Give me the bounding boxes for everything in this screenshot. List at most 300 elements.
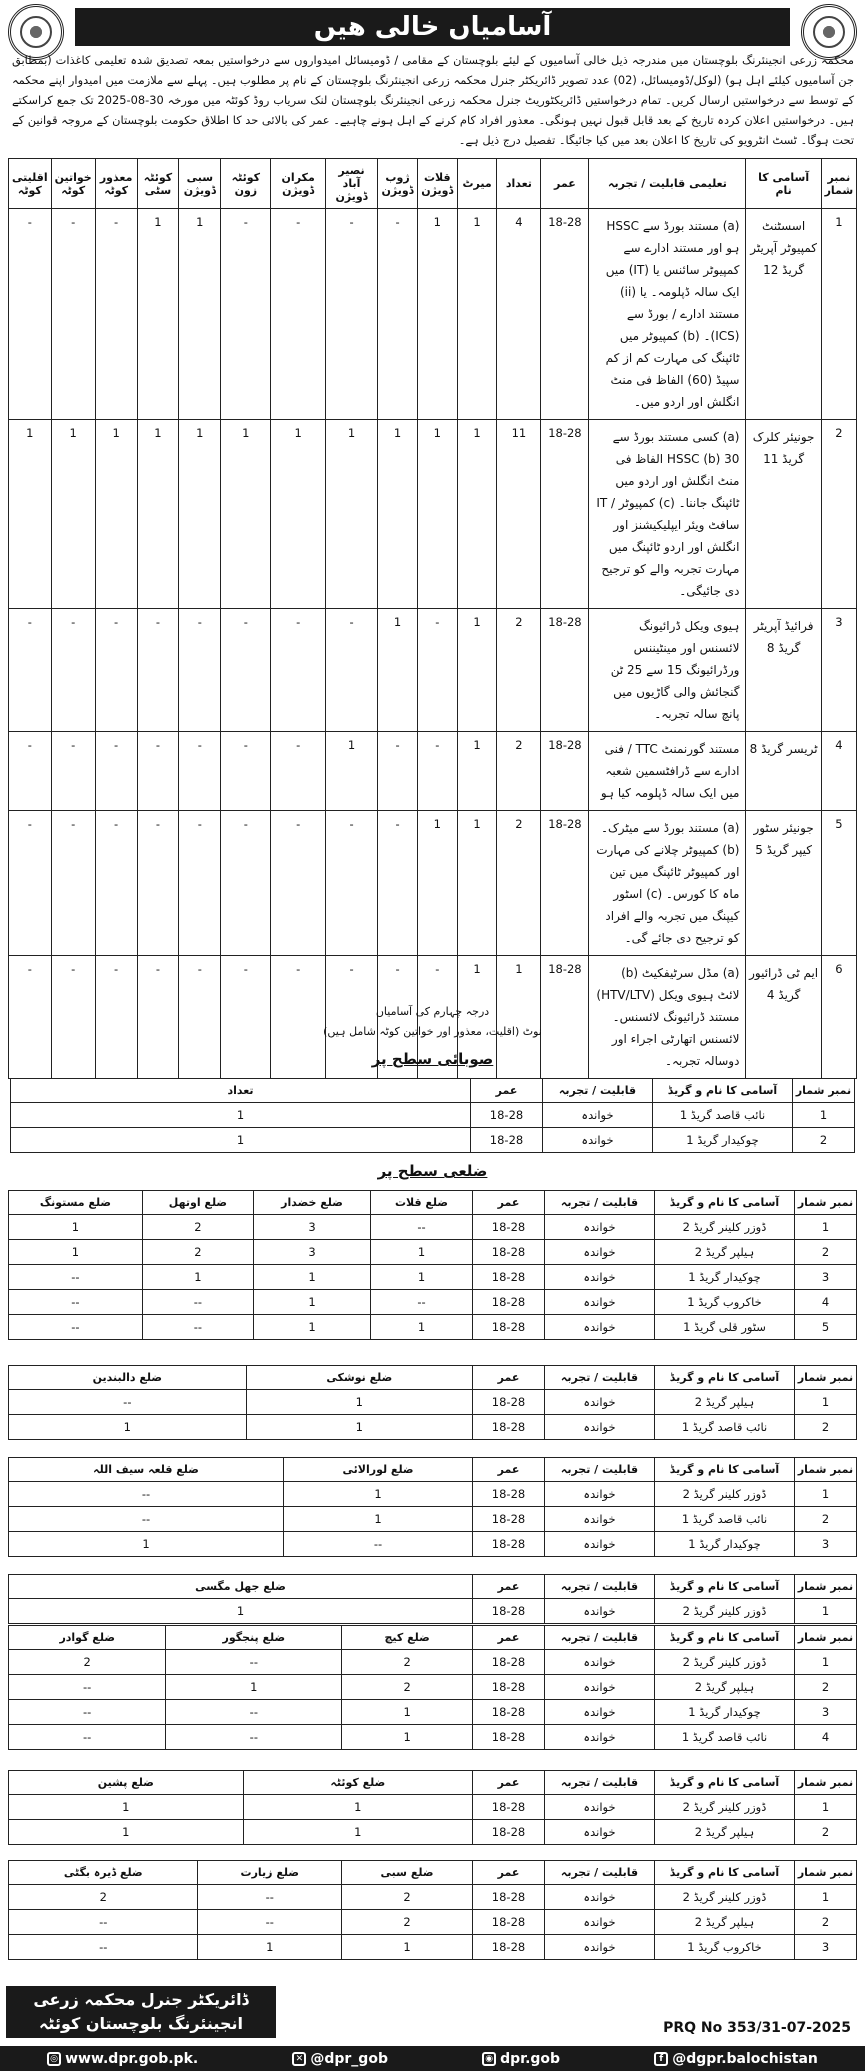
table-cell: خواندہ bbox=[545, 1910, 655, 1935]
table-cell: 18-28 bbox=[541, 956, 589, 1079]
table-cell: 1 bbox=[142, 1265, 253, 1290]
table-cell: 2 bbox=[795, 1820, 857, 1845]
district-table-5 bbox=[8, 1625, 857, 1750]
table-cell: 1 bbox=[9, 1240, 143, 1265]
table-cell: 18-28 bbox=[473, 1482, 545, 1507]
table-cell: خواندہ bbox=[545, 1935, 655, 1960]
table-cell: - bbox=[417, 956, 457, 1079]
table-cell: 18-28 bbox=[473, 1240, 545, 1265]
table-cell: نائب قاصد گریڈ 1 bbox=[655, 1507, 795, 1532]
table-cell: 1 bbox=[417, 209, 457, 420]
column-header: آسامی کا نام و گریڈ bbox=[655, 1771, 795, 1795]
table-row bbox=[9, 1885, 857, 1910]
column-header: کوئٹہ سٹی bbox=[137, 159, 179, 209]
table-cell: 4 bbox=[795, 1290, 857, 1315]
table-cell: -- bbox=[284, 1532, 473, 1557]
district-table-7 bbox=[8, 1860, 857, 1960]
column-header: نصیر آباد ڈویژن bbox=[325, 159, 377, 209]
column-header: آسامی کا نام و گریڈ bbox=[653, 1079, 793, 1103]
column-header: نمبر شمار bbox=[795, 1861, 857, 1885]
column-header: آسامی کا نام و گریڈ bbox=[655, 1861, 795, 1885]
table-cell: -- bbox=[9, 1700, 166, 1725]
column-header: قابلیت / تجربہ bbox=[545, 1458, 655, 1482]
table-cell: چوکیدار گریڈ 1 bbox=[653, 1128, 793, 1153]
table-cell: 1 bbox=[795, 1215, 857, 1240]
table-cell: ڈوزر کلینر گریڈ 2 bbox=[655, 1885, 795, 1910]
column-header: نمبر شمار bbox=[795, 1771, 857, 1795]
table-row bbox=[9, 1795, 857, 1820]
table-cell: - bbox=[95, 811, 137, 956]
table-row bbox=[9, 1700, 857, 1725]
header-row bbox=[9, 1191, 857, 1215]
table-cell: چوکیدار گریڈ 1 bbox=[655, 1532, 795, 1557]
social-handle: dpr.gob bbox=[500, 2050, 561, 2067]
district-table-3 bbox=[8, 1457, 857, 1557]
social-link[interactable] bbox=[292, 2051, 388, 2067]
twitter-icon: ✕ bbox=[292, 2052, 306, 2066]
table-cell: - bbox=[325, 209, 377, 420]
table-cell: خاکروب گریڈ 1 bbox=[655, 1290, 795, 1315]
table-cell: 18-28 bbox=[541, 811, 589, 956]
table-cell: 18-28 bbox=[473, 1650, 545, 1675]
table-cell: خواندہ bbox=[545, 1415, 655, 1440]
table-cell: 1 bbox=[793, 1103, 855, 1128]
table-cell: 2 bbox=[9, 1650, 166, 1675]
table-cell: 2 bbox=[342, 1675, 473, 1700]
issuing-office bbox=[6, 1986, 276, 2038]
table-cell: 1 bbox=[11, 1128, 471, 1153]
table-cell: خواندہ bbox=[545, 1215, 655, 1240]
column-header: خواتین کوٹہ bbox=[51, 159, 95, 209]
table-row bbox=[9, 1820, 857, 1845]
table-cell: ڈوزر کلینر گریڈ 2 bbox=[655, 1795, 795, 1820]
column-header: آسامی کا نام و گریڈ bbox=[655, 1191, 795, 1215]
column-header: ضلع خضدار bbox=[253, 1191, 370, 1215]
column-header: قابلیت / تجربہ bbox=[545, 1191, 655, 1215]
table-cell: - bbox=[271, 609, 325, 732]
table-cell: 1 bbox=[243, 1795, 472, 1820]
table-cell: 18-28 bbox=[473, 1315, 545, 1340]
table-cell: -- bbox=[9, 1935, 198, 1960]
district-heading: ضلعی سطح پر bbox=[377, 1162, 488, 1180]
column-header: عمر bbox=[473, 1366, 545, 1390]
column-header: ضلع پشین bbox=[9, 1771, 244, 1795]
table-cell: خواندہ bbox=[545, 1507, 655, 1532]
table-cell: 1 bbox=[371, 1265, 473, 1290]
column-header: ضلع پنجگور bbox=[166, 1626, 342, 1650]
page-title: آسامیاں خالی ھیں bbox=[75, 8, 790, 46]
table-cell: 1 bbox=[795, 1390, 857, 1415]
table-cell: - bbox=[179, 732, 221, 811]
table-cell: خواندہ bbox=[545, 1885, 655, 1910]
table-cell: 11 bbox=[497, 420, 541, 609]
table-cell: 1 bbox=[95, 420, 137, 609]
column-header: ضلع مستونگ bbox=[9, 1191, 143, 1215]
table-cell: 1 bbox=[378, 420, 418, 609]
table-row bbox=[9, 1675, 857, 1700]
table-cell: - bbox=[271, 811, 325, 956]
table-cell: خواندہ bbox=[545, 1675, 655, 1700]
table-cell: - bbox=[179, 609, 221, 732]
table-cell: - bbox=[325, 956, 377, 1079]
table-row bbox=[9, 1240, 857, 1265]
table-cell: ڈوزر کلینر گریڈ 2 bbox=[655, 1599, 795, 1624]
table-cell: 18-28 bbox=[541, 209, 589, 420]
column-header: کوئٹہ زون bbox=[221, 159, 271, 209]
table-cell: - bbox=[325, 811, 377, 956]
header-row bbox=[9, 1458, 857, 1482]
table-cell: چوکیدار گریڈ 1 bbox=[655, 1265, 795, 1290]
social-link[interactable] bbox=[654, 2051, 818, 2067]
header-row bbox=[9, 1366, 857, 1390]
column-header: آسامی کا نام و گریڈ bbox=[655, 1626, 795, 1650]
table-cell: 2 bbox=[497, 609, 541, 732]
table-cell: 1 bbox=[198, 1935, 342, 1960]
table-cell: 1 bbox=[243, 1820, 472, 1845]
social-link[interactable] bbox=[47, 2051, 198, 2067]
table-cell: - bbox=[417, 609, 457, 732]
table-cell: 3 bbox=[821, 609, 856, 732]
column-header: ضلع گوادر bbox=[9, 1626, 166, 1650]
table-cell: 18-28 bbox=[473, 1795, 545, 1820]
table-cell: - bbox=[221, 209, 271, 420]
table-cell: 18-28 bbox=[473, 1215, 545, 1240]
table-cell: - bbox=[221, 956, 271, 1079]
table-cell: 18-28 bbox=[473, 1390, 545, 1415]
table-cell: 18-28 bbox=[473, 1910, 545, 1935]
table-cell: 1 bbox=[9, 1795, 244, 1820]
table-cell: 1 bbox=[253, 1265, 370, 1290]
table-cell: جونیئر سٹور کیپر گریڈ 5 bbox=[746, 811, 821, 956]
table-cell: 2 bbox=[342, 1650, 473, 1675]
table-row bbox=[9, 1482, 857, 1507]
table-cell: 1 bbox=[371, 1315, 473, 1340]
table-row bbox=[9, 1507, 857, 1532]
table-cell: 1 bbox=[9, 1415, 247, 1440]
table-cell: 18-28 bbox=[541, 732, 589, 811]
table-cell: 1 bbox=[457, 209, 497, 420]
table-cell: 1 bbox=[9, 1532, 284, 1557]
table-cell: خواندہ bbox=[545, 1820, 655, 1845]
table-cell: خواندہ bbox=[545, 1482, 655, 1507]
table-cell: 1 bbox=[342, 1935, 473, 1960]
table-row bbox=[11, 1103, 855, 1128]
table-cell: 3 bbox=[795, 1935, 857, 1960]
table-cell: 18-28 bbox=[473, 1675, 545, 1700]
table-cell: 3 bbox=[253, 1240, 370, 1265]
table-cell: 4 bbox=[821, 732, 856, 811]
column-header: قلات ڈویژن bbox=[417, 159, 457, 209]
table-cell: 2 bbox=[795, 1507, 857, 1532]
table-cell: 18-28 bbox=[473, 1507, 545, 1532]
table-cell: ٹریسر گریڈ 8 bbox=[746, 732, 821, 811]
header-row bbox=[9, 159, 857, 209]
table-cell: -- bbox=[142, 1315, 253, 1340]
table-cell: - bbox=[137, 956, 179, 1079]
column-header: ضلع ڈیرہ بگٹی bbox=[9, 1861, 198, 1885]
table-cell: 1 bbox=[457, 420, 497, 609]
table-cell: 2 bbox=[821, 420, 856, 609]
table-row bbox=[9, 1599, 857, 1624]
column-header: تعلیمی قابلیت / تجربہ bbox=[589, 159, 746, 209]
table-cell: 2 bbox=[795, 1910, 857, 1935]
column-header: ضلع نوشکی bbox=[246, 1366, 472, 1390]
table-cell: 18-28 bbox=[473, 1599, 545, 1624]
intro-paragraph: محکمہ زرعی انجینئرنگ بلوچستان میں مندرجہ ذیل خالی آسامیوں کے لیئے بلوچستان کے مقامی / ڈومیسائل امیدواروں سے درخواستیں بمعہ تصدیق شدہ تعلیمی کاغذات (بمطابق جن آسامیوں کیلئے اہل ہو) (لوکل/ڈومیسائل، (02) عدد تصویر ڈائریکٹر جنرل محکمہ زرعی انجینئرنگ بلوچستان کے نام پر مطلوب ہیں۔ پہلے سے ملازمت میں امیدوار اپنے محکمہ کے توسط سے درخواستیں ارسال کریں۔ تمام درخواستیں ڈائریکٹوریٹ جنرل محکمہ زرعی انجینئرنگ بلوچستان لنک سریاب روڈ کوئٹہ میں مورخہ 30-08-2025 تک جمع کراسکتے ہیں۔ درخواستیں اعلان کردہ تاریخ کے بعد قابل قبول نہیں ہونگی۔ معذور افراد کام کرنے کے اہل ہونے چاہیے۔ عمر کی بالائی حد کا اطلاق حکومت بلوچستان کے مروجہ قوانین کے تحت ہوگا۔ ٹسٹ انٹرویو کی تاریخ کا اعلان بعد میں کیا جائیگا۔ تفصیل درج ذیل ہے۔ bbox=[12, 53, 854, 147]
table-cell: 18-28 bbox=[473, 1290, 545, 1315]
table-cell: 1 bbox=[795, 1482, 857, 1507]
table-cell: 3 bbox=[795, 1700, 857, 1725]
column-header: ژوب ڈویژن bbox=[378, 159, 418, 209]
table-cell: - bbox=[95, 956, 137, 1079]
table-cell: خواندہ bbox=[545, 1532, 655, 1557]
table-cell: ہیلپر گریڈ 2 bbox=[655, 1240, 795, 1265]
social-bar bbox=[0, 2046, 865, 2071]
table-cell: ہیلپر گریڈ 2 bbox=[655, 1390, 795, 1415]
table-cell: خواندہ bbox=[545, 1599, 655, 1624]
table-cell: - bbox=[9, 609, 52, 732]
table-cell: 2 bbox=[142, 1240, 253, 1265]
column-header: تعداد bbox=[11, 1079, 471, 1103]
column-header: ضلع دالبندین bbox=[9, 1366, 247, 1390]
table-row bbox=[9, 1910, 857, 1935]
table-cell: 1 bbox=[137, 209, 179, 420]
table-cell: 1 bbox=[11, 1103, 471, 1128]
table-cell: - bbox=[221, 609, 271, 732]
column-header: نمبر شمار bbox=[795, 1626, 857, 1650]
note-text: نوٹ (اقلیت، معذور اور خواتین کوٹہ شامل ہیں) bbox=[323, 1025, 542, 1038]
table-cell: -- bbox=[198, 1885, 342, 1910]
table-cell: - bbox=[51, 811, 95, 956]
table-cell: 2 bbox=[497, 732, 541, 811]
table-cell: خواندہ bbox=[545, 1290, 655, 1315]
column-header: آسامی کا نام و گریڈ bbox=[655, 1366, 795, 1390]
table-cell: نائب قاصد گریڈ 1 bbox=[655, 1725, 795, 1750]
table-cell: ہیلپر گریڈ 2 bbox=[655, 1675, 795, 1700]
table-cell: ڈوزر کلینر گریڈ 2 bbox=[655, 1215, 795, 1240]
table-row bbox=[9, 1390, 857, 1415]
table-cell: 1 bbox=[179, 209, 221, 420]
table-cell: 1 bbox=[457, 811, 497, 956]
table-cell: خواندہ bbox=[545, 1265, 655, 1290]
table-cell: ڈوزر کلینر گریڈ 2 bbox=[655, 1482, 795, 1507]
table-cell: -- bbox=[9, 1390, 247, 1415]
table-row bbox=[9, 1315, 857, 1340]
table-cell: 2 bbox=[497, 811, 541, 956]
table-cell: - bbox=[95, 732, 137, 811]
column-header: عمر bbox=[473, 1458, 545, 1482]
table-cell: - bbox=[95, 209, 137, 420]
table-cell: (a) مستند بورڈ سے میٹرک۔ (b) کمپیوٹر چلانے کی مہارت اور کمپیوٹر ٹائپنگ میں تین ماہ کا کورس۔ (c) اسٹور کیپنگ میں تجربہ والے افراد کو ترجیح دی جائے گی۔ bbox=[589, 811, 746, 956]
table-cell: 18-28 bbox=[473, 1820, 545, 1845]
table-cell: خواندہ bbox=[543, 1128, 653, 1153]
table-cell: 1 bbox=[246, 1390, 472, 1415]
table-cell: 1 bbox=[246, 1415, 472, 1440]
column-header: ضلع قلعہ سیف اللہ bbox=[9, 1458, 284, 1482]
table-cell: 1 bbox=[821, 209, 856, 420]
table-row bbox=[11, 1128, 855, 1153]
table-cell: 1 bbox=[457, 609, 497, 732]
column-header: قابلیت / تجربہ bbox=[545, 1366, 655, 1390]
table-cell: 2 bbox=[142, 1215, 253, 1240]
table-cell: 18-28 bbox=[473, 1532, 545, 1557]
district-table-2 bbox=[8, 1365, 857, 1440]
header-row bbox=[9, 1626, 857, 1650]
table-cell: 1 bbox=[179, 420, 221, 609]
table-cell: 1 bbox=[9, 1215, 143, 1240]
column-header: نمبر شمار bbox=[795, 1366, 857, 1390]
column-header: میرٹ bbox=[457, 159, 497, 209]
table-cell: 1 bbox=[342, 1700, 473, 1725]
table-cell: 1 bbox=[137, 420, 179, 609]
column-header: نمبر شمار bbox=[795, 1575, 857, 1599]
table-cell: -- bbox=[198, 1910, 342, 1935]
table-cell: - bbox=[137, 811, 179, 956]
table-cell: -- bbox=[371, 1290, 473, 1315]
table-cell: - bbox=[378, 732, 418, 811]
table-cell: 1 bbox=[9, 420, 52, 609]
table-cell: 1 bbox=[417, 420, 457, 609]
table-cell: - bbox=[137, 609, 179, 732]
column-header: ضلع قلات bbox=[371, 1191, 473, 1215]
table-cell: - bbox=[378, 811, 418, 956]
table-cell: خواندہ bbox=[545, 1725, 655, 1750]
table-cell: - bbox=[378, 209, 418, 420]
table-cell: 1 bbox=[795, 1599, 857, 1624]
column-header: نمبر شمار bbox=[793, 1079, 855, 1103]
table-cell: 2 bbox=[342, 1885, 473, 1910]
table-cell: (a) مڈل سرٹیفکیٹ (b) لائٹ ہیوی ویکل (HTV/LTV) مستند ڈرائیونگ لائسنس۔ لائسنس اتھارٹی اجراء اور دوسالہ تجربہ۔ bbox=[589, 956, 746, 1079]
prq-number: PRQ No 353/31-07-2025 bbox=[663, 2020, 851, 2036]
table-cell: خاکروب گریڈ 1 bbox=[655, 1935, 795, 1960]
column-header: ضلع سبی bbox=[342, 1861, 473, 1885]
table-cell: - bbox=[271, 956, 325, 1079]
column-header: سبی ڈویژن bbox=[179, 159, 221, 209]
social-link[interactable] bbox=[482, 2051, 560, 2067]
table-cell: -- bbox=[166, 1700, 342, 1725]
table-cell: -- bbox=[9, 1482, 284, 1507]
office-line-1: ڈائریکٹر جنرل محکمہ زرعی bbox=[33, 1990, 249, 2009]
column-header: تعداد bbox=[497, 159, 541, 209]
table-row bbox=[9, 1215, 857, 1240]
table-row bbox=[9, 609, 857, 732]
table-cell: ہیلپر گریڈ 2 bbox=[655, 1910, 795, 1935]
table-cell: -- bbox=[9, 1290, 143, 1315]
table-cell: 5 bbox=[821, 811, 856, 956]
table-cell: 1 bbox=[9, 1820, 244, 1845]
column-header: مکران ڈویژن bbox=[271, 159, 325, 209]
district-table-6 bbox=[8, 1770, 857, 1845]
table-cell: 1 bbox=[166, 1675, 342, 1700]
table-cell: 3 bbox=[795, 1265, 857, 1290]
table-cell: -- bbox=[142, 1290, 253, 1315]
table-cell: ہیلپر گریڈ 2 bbox=[655, 1820, 795, 1845]
table-cell: 5 bbox=[795, 1315, 857, 1340]
district-table-4 bbox=[8, 1574, 857, 1624]
column-header: ضلع جھل مگسی bbox=[9, 1575, 473, 1599]
column-header: عمر bbox=[473, 1191, 545, 1215]
table-row bbox=[9, 209, 857, 420]
table-cell: 1 bbox=[253, 1290, 370, 1315]
table-cell: 1 bbox=[795, 1885, 857, 1910]
column-header: نمبر شمار bbox=[821, 159, 856, 209]
column-header: عمر bbox=[473, 1626, 545, 1650]
table-cell: - bbox=[51, 609, 95, 732]
column-header: عمر bbox=[471, 1079, 543, 1103]
table-row bbox=[9, 1650, 857, 1675]
table-cell: 2 bbox=[793, 1128, 855, 1153]
column-header: معذور کوٹہ bbox=[95, 159, 137, 209]
table-cell: 1 bbox=[342, 1725, 473, 1750]
column-header: نمبر شمار bbox=[795, 1191, 857, 1215]
table-cell: 18-28 bbox=[473, 1415, 545, 1440]
table-cell: 18-28 bbox=[473, 1885, 545, 1910]
table-cell: -- bbox=[371, 1215, 473, 1240]
table-cell: 1 bbox=[795, 1795, 857, 1820]
table-cell: ہیوی ویکل ڈرائیونگ لائسنس اور مینٹیننس ورڈرائیونگ 15 سے 25 ٹن گنجائش والی گاڑیوں میں پانچ سالہ تجربہ۔ bbox=[589, 609, 746, 732]
column-header: قابلیت / تجربہ bbox=[545, 1771, 655, 1795]
facebook-icon: f bbox=[654, 2052, 668, 2066]
column-header: آسامی کا نام و گریڈ bbox=[655, 1458, 795, 1482]
table-cell: -- bbox=[9, 1265, 143, 1290]
office-line-2: انجینئرنگ بلوچستان کوئٹہ bbox=[39, 2014, 243, 2033]
table-cell: - bbox=[137, 732, 179, 811]
table-cell: خواندہ bbox=[545, 1240, 655, 1265]
table-cell: 18-28 bbox=[473, 1725, 545, 1750]
table-row bbox=[9, 1290, 857, 1315]
grade-four-heading: درجہ چہارم کی آسامیاں bbox=[375, 1005, 490, 1018]
social-handle: @dpr_gob bbox=[310, 2050, 388, 2067]
table-cell: - bbox=[179, 811, 221, 956]
column-header: قابلیت / تجربہ bbox=[543, 1079, 653, 1103]
table-cell: نائب قاصد گریڈ 1 bbox=[655, 1415, 795, 1440]
table-cell: خواندہ bbox=[545, 1700, 655, 1725]
column-header: آسامی کا نام و گریڈ bbox=[655, 1575, 795, 1599]
table-cell: - bbox=[51, 209, 95, 420]
table-cell: -- bbox=[9, 1910, 198, 1935]
table-cell: خواندہ bbox=[545, 1315, 655, 1340]
table-row bbox=[9, 732, 857, 811]
table-cell: - bbox=[221, 732, 271, 811]
table-cell: خواندہ bbox=[545, 1650, 655, 1675]
district-table-1 bbox=[8, 1190, 857, 1340]
table-cell: (a) کسی مستند بورڈ سے HSSC (b) 30 الفاظ فی منٹ انگلش اور اردو میں ٹائپنگ جاننا۔ (c) کمپیوٹر / IT سافٹ ویئر ایپلیکیشنز اور انگلش اور اردو ٹائپنگ میں مہارت تجربہ والے کو ترجیح دی جائیگی۔ bbox=[589, 420, 746, 609]
table-cell: 4 bbox=[497, 209, 541, 420]
social-handle: @dgpr.balochistan bbox=[672, 2050, 818, 2067]
table-cell: 1 bbox=[271, 420, 325, 609]
table-cell: خواندہ bbox=[543, 1103, 653, 1128]
table-row bbox=[9, 1415, 857, 1440]
header-row bbox=[9, 1575, 857, 1599]
column-header: قابلیت / تجربہ bbox=[545, 1626, 655, 1650]
header-row bbox=[11, 1079, 855, 1103]
table-cell: 2 bbox=[795, 1240, 857, 1265]
globe-icon: ◎ bbox=[47, 2052, 61, 2066]
table-cell: 18-28 bbox=[473, 1700, 545, 1725]
column-header: قابلیت / تجربہ bbox=[545, 1861, 655, 1885]
column-header: اقلیتی کوٹہ bbox=[9, 159, 52, 209]
column-header: ضلع کیچ bbox=[342, 1626, 473, 1650]
table-cell: -- bbox=[166, 1725, 342, 1750]
table-cell: - bbox=[179, 956, 221, 1079]
table-cell: 1 bbox=[417, 811, 457, 956]
table-cell: ڈوزر کلینر گریڈ 2 bbox=[655, 1650, 795, 1675]
table-cell: 1 bbox=[325, 420, 377, 609]
table-cell: 3 bbox=[795, 1532, 857, 1557]
table-cell: 18-28 bbox=[471, 1128, 543, 1153]
table-cell: - bbox=[9, 956, 52, 1079]
table-cell: 1 bbox=[497, 956, 541, 1079]
